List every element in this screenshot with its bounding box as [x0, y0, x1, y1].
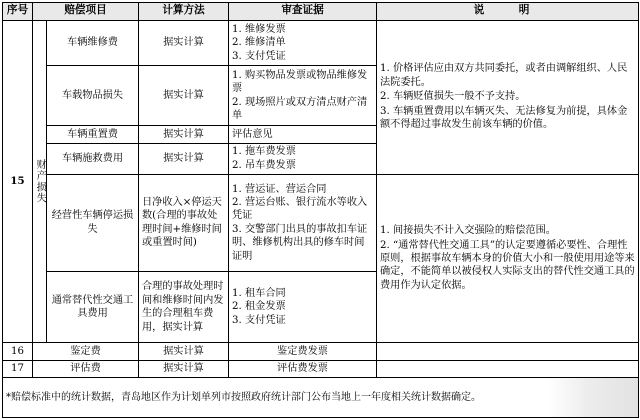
item-evidence: 鉴定费发票 [229, 343, 377, 360]
table-row [3, 175, 639, 272]
header-notes: 说 明 [377, 3, 639, 21]
item-name: 车载物品损失 [47, 66, 139, 126]
group-label: 财产损失 [33, 20, 47, 343]
footnote-cell [3, 377, 639, 417]
evidence-line: 2. 租金发票 [232, 301, 286, 313]
notes-cell [377, 343, 639, 360]
item-name: 经营性车辆停运损失 [47, 175, 139, 272]
table-row [3, 360, 639, 377]
header-method: 计算方法 [139, 3, 229, 21]
header-evidence: 审查证据 [229, 3, 377, 21]
blur-overlay [548, 378, 638, 417]
item-evidence [229, 20, 377, 66]
evidence-line: 评估意见 [232, 128, 273, 140]
evidence-line: 2. 吊车费发票 [232, 159, 296, 171]
footnote-text: *赔偿标准中的统计数据，青岛地区作为计划单列市按照政府统计部门公布当地上一年度相关统计数据确定。 [6, 391, 481, 403]
item-method: 日净收入×停运天数(合理的事故处理时间+维修时间或重置时间) [139, 175, 229, 272]
row-number: 16 [3, 343, 33, 360]
notes-cell [377, 175, 639, 343]
item-method: 据实计算 [139, 126, 229, 143]
evidence-line: 1. 营运证、营运合同 [232, 183, 327, 195]
item-evidence [229, 66, 377, 126]
row-number: 17 [3, 360, 33, 377]
evidence-line: 3. 交警部门出具的事故扣车证明、维修机构出具的修车时间证明 [232, 223, 368, 262]
item-name: 车辆施救费用 [47, 143, 139, 175]
item-evidence: 评估费发票 [229, 360, 377, 377]
table-row [3, 20, 639, 66]
notes-cell [377, 360, 639, 377]
row-number: 15 [3, 20, 33, 343]
evidence-line: 1. 拖车费发票 [232, 146, 296, 158]
item-method: 据实计算 [139, 360, 229, 377]
item-evidence [229, 175, 377, 272]
evidence-line: 1. 购买物品发票或物品维修发票 [232, 69, 368, 95]
note-line: 2. “通常替代性交通工具”的认定要遵循必要性、合理性原则，根据事故车辆本身的价值大小和一般使用用途等来确定，不能简单以被侵权人实际支出的替代性交通工具的费用作为认定依据。 [380, 239, 635, 291]
evidence-line: 3. 支付凭证 [232, 50, 286, 62]
item-name: 鉴定费 [33, 343, 139, 360]
item-method: 据实计算 [139, 20, 229, 66]
item-evidence [229, 126, 377, 143]
notes-cell [377, 20, 639, 174]
item-name: 车辆维修费 [47, 20, 139, 66]
item-name: 通常替代性交通工具费用 [47, 271, 139, 343]
item-method: 合理的事故处理时间和维修时间内发生的合理租车费用，据实计算 [139, 271, 229, 343]
compensation-table [2, 2, 639, 418]
header-row [3, 3, 639, 21]
item-method: 据实计算 [139, 343, 229, 360]
evidence-line: 2. 现场照片或双方清点财产清单 [232, 96, 368, 122]
header-item: 赔偿项目 [33, 3, 139, 21]
table-row [3, 343, 639, 360]
footer-row [3, 377, 639, 417]
evidence-line: 2. 维修清单 [232, 37, 286, 49]
note-line: 1. 间接损失不计入交强险的赔偿范围。 [380, 225, 556, 237]
item-evidence [229, 143, 377, 175]
item-evidence [229, 271, 377, 343]
evidence-line: 3. 支付凭证 [232, 314, 286, 326]
evidence-line: 1. 维修发票 [232, 23, 286, 35]
note-line: 1. 价格评估应由双方共同委托，或者由调解组织、人民法院委托。 [380, 63, 628, 88]
item-name: 车辆重置费 [47, 126, 139, 143]
evidence-line: 1. 租车合同 [232, 287, 286, 299]
note-line: 2. 车辆贬值损失一般不予支持。 [380, 91, 526, 103]
evidence-line: 2. 营运台账、银行流水等收入凭证 [232, 197, 368, 222]
item-name: 评估费 [33, 360, 139, 377]
item-method: 据实计算 [139, 66, 229, 126]
note-line: 3. 车辆重置费用以车辆灭失、无法修复为前提，具体金额不得超过事故发生前该车辆的价值。 [380, 105, 628, 131]
header-seq: 序号 [3, 3, 33, 21]
item-method: 据实计算 [139, 143, 229, 175]
